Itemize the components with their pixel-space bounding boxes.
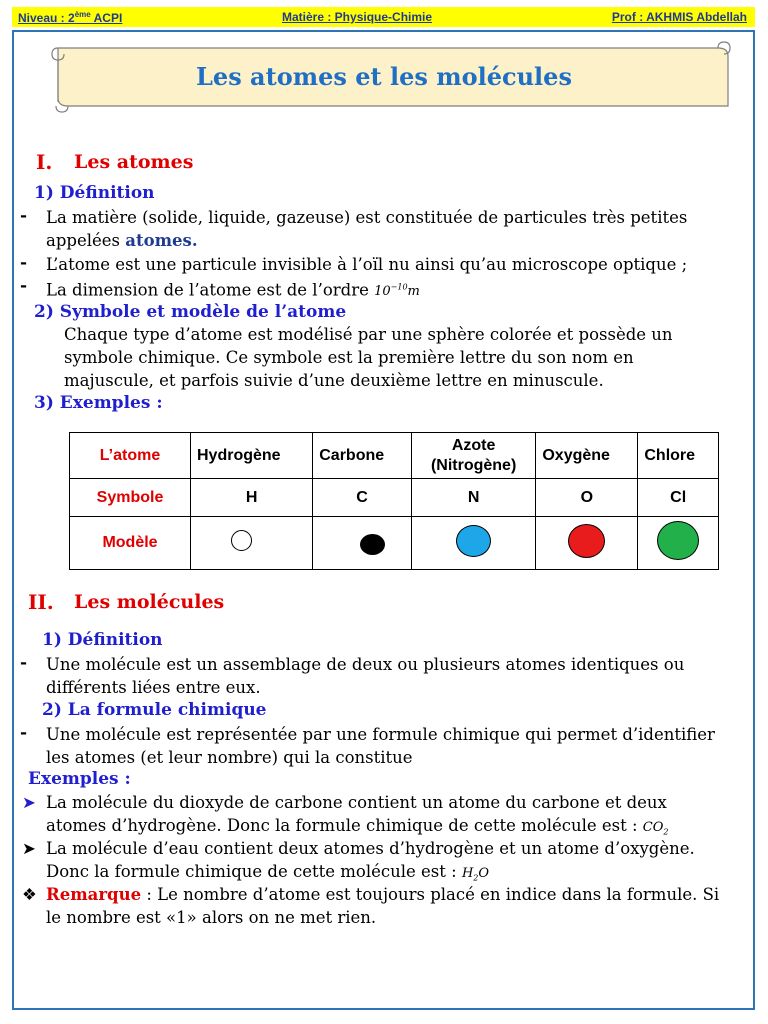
definition-line: L’atome est une particule invisible à l’oïl nu ainsi qu’au microscope optique ; bbox=[46, 255, 688, 274]
oxygen-ball-icon bbox=[568, 524, 605, 558]
symbol-text-line: Chaque type d’atome est modélisé par une sphère colorée et possède un bbox=[64, 325, 673, 344]
diamond-bullet-icon: ❖ bbox=[22, 885, 37, 904]
section1-examples-heading: 3) Exemples : bbox=[34, 393, 163, 413]
table-row bbox=[70, 517, 719, 570]
atom-symbol: Cl bbox=[638, 479, 719, 517]
atom-name: Azote (Nitrogène) bbox=[411, 433, 535, 479]
table-row bbox=[70, 479, 719, 517]
section2-formula-heading: 2) La formule chimique bbox=[42, 700, 267, 720]
atom-model-cell bbox=[191, 517, 313, 570]
co2-formula: $CO_2$ bbox=[642, 820, 669, 837]
row-label: L’atome bbox=[70, 433, 191, 479]
atom-symbol: O bbox=[536, 479, 638, 517]
section1-definition-heading: 1) Définition bbox=[34, 183, 155, 203]
atom-symbol: C bbox=[313, 479, 412, 517]
section2-title: Les molécules bbox=[74, 591, 225, 613]
example-line: Donc la formule chimique de cette molécule est : $H_2O$ bbox=[46, 862, 490, 883]
atom-name: Carbone bbox=[313, 433, 412, 479]
definition-line: La matière (solide, liquide, gazeuse) est constituée de particules très petites bbox=[46, 208, 688, 227]
bullet-dash: - bbox=[20, 276, 28, 296]
atom-model-cell bbox=[638, 517, 719, 570]
table-row bbox=[70, 433, 719, 479]
definition-line: La dimension de l’atome est de l’ordre $10^{-10}m$ bbox=[46, 280, 420, 300]
atom-model-cell bbox=[536, 517, 638, 570]
section2-definition-heading: 1) Définition bbox=[42, 630, 163, 650]
atom-name: Chlore bbox=[638, 433, 719, 479]
formula-line: les atomes (et leur nombre) qui la constitue bbox=[46, 748, 413, 767]
carbon-ball-icon bbox=[360, 534, 385, 555]
arrow-bullet-icon: ➤ bbox=[22, 793, 36, 812]
h2o-formula: $H_2O$ bbox=[461, 866, 490, 883]
example-line: atomes d’hydrogène. Donc la formule chimique de cette molécule est : $CO_2$ bbox=[46, 816, 669, 837]
atom-model-cell bbox=[411, 517, 535, 570]
section1-symbol-heading: 2) Symbole et modèle de l’atome bbox=[34, 302, 347, 322]
definition-line: différents liées entre eux. bbox=[46, 678, 261, 697]
definition-line: Une molécule est un assemblage de deux ou plusieurs atomes identiques ou bbox=[46, 655, 685, 674]
symbol-text-line: symbole chimique. Ce symbole est la première lettre du son nom en bbox=[64, 348, 634, 367]
atoms-table bbox=[69, 432, 719, 570]
section1-title: Les atomes bbox=[74, 151, 194, 173]
hydrogen-ball-icon bbox=[231, 530, 252, 551]
example-line: La molécule du dioxyde de carbone contient un atome du carbone et deux bbox=[46, 793, 667, 812]
nitrogen-ball-icon bbox=[456, 525, 491, 557]
page-title: Les atomes et les molécules bbox=[196, 62, 572, 91]
atom-symbol: H bbox=[191, 479, 313, 517]
header-teacher: Prof : AKHMIS Abdellah bbox=[611, 10, 747, 24]
bullet-dash: - bbox=[20, 723, 28, 743]
section2-number: II. bbox=[28, 590, 54, 614]
bullet-dash: - bbox=[20, 206, 28, 226]
arrow-bullet-icon: ➤ bbox=[22, 839, 36, 858]
remark-line: Remarque : Le nombre d’atome est toujours placé en indice dans la formule. Si bbox=[46, 885, 720, 904]
remark-line: le nombre est «1» alors on ne met rien. bbox=[46, 908, 377, 927]
chlorine-ball-icon bbox=[657, 521, 699, 560]
atom-model-cell bbox=[313, 517, 412, 570]
header-bar bbox=[12, 7, 755, 27]
atom-name: Oxygène bbox=[536, 433, 638, 479]
header-level: Niveau : 2ème ACPI bbox=[18, 10, 123, 25]
definition-line: appelées atomes. bbox=[46, 231, 198, 250]
atom-symbol: N bbox=[411, 479, 535, 517]
formula-line: Une molécule est représentée par une formule chimique qui permet d’identifier bbox=[46, 725, 715, 744]
order-of-magnitude: $10^{-10}m$ bbox=[374, 283, 420, 300]
section2-examples-heading: Exemples : bbox=[28, 769, 131, 789]
section1-number: I. bbox=[36, 150, 53, 174]
atom-name: Hydrogène bbox=[191, 433, 313, 479]
header-subject: Matière : Physique-Chimie bbox=[282, 10, 433, 24]
row-label: Symbole bbox=[70, 479, 191, 517]
bullet-dash: - bbox=[20, 653, 28, 673]
row-label: Modèle bbox=[70, 517, 191, 570]
bullet-dash: - bbox=[20, 253, 28, 273]
example-line: La molécule d’eau contient deux atomes d’hydrogène et un atome d’oxygène. bbox=[46, 839, 695, 858]
symbol-text-line: majuscule, et parfois suivie d’une deuxième lettre en minuscule. bbox=[64, 371, 604, 390]
